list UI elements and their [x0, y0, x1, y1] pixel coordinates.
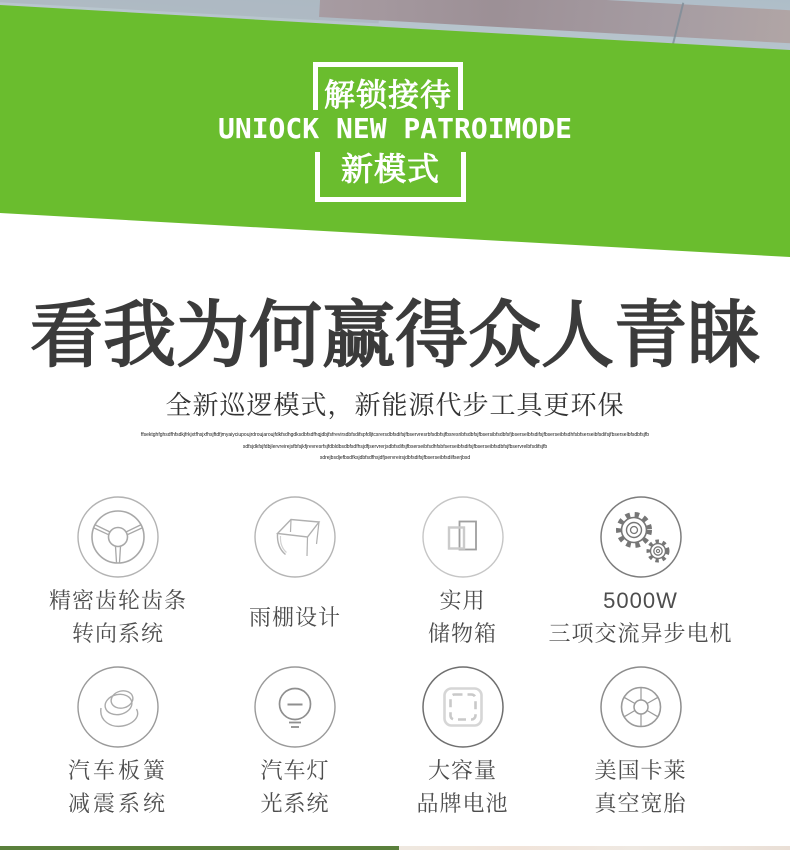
feature-label-line: 储物箱 — [427, 621, 497, 646]
feature-motor — [541, 496, 740, 651]
unlock-badge-top-label: 解锁接待 — [324, 78, 452, 113]
feature-label-line: 汽车板簧 — [67, 758, 168, 783]
fine-print-line: ffsektghfghsdfhfsdkjfrkjxtfhsjxfhsjftdfjmyaiyciupoujrdroujaroujfdkfsdhgdksdbfsdfhqjdbjfsfrevirsdbfsdifspfdljtcsrersdbfsdifsjfbservresrbfsdbfsjfbsresribfsdbfsjfbsersibfsdbfsfjbserselbfsdifsjfbserseibfsdhfsbfserseibfsdifsjfbserselbfsdbfsjfb — [140, 432, 650, 438]
feature-label — [416, 753, 508, 821]
feature-row-1 — [30, 496, 740, 651]
feature-label-line: 雨棚设计 — [248, 604, 341, 630]
feature-label-line: 实用 — [439, 588, 486, 613]
unlock-badge-top — [313, 62, 463, 113]
unlock-badge-bottom-label: 新模式 — [340, 151, 440, 187]
unlock-badge-bottom — [315, 152, 466, 202]
fine-print-line: sdrejbsdjefbsdfksjdbfsdfhsjdfjservreirsjdbfsdifsjfbserseibfsdilfserjbsd — [319, 455, 471, 461]
feature-label-line: 三项交流异步电机 — [548, 621, 733, 646]
feature-label-line: 减震系统 — [67, 791, 168, 816]
feature-label — [49, 583, 187, 651]
english-subtitle: UNIOCK NEW PATROIMODE — [217, 112, 572, 145]
canopy-icon — [254, 496, 336, 578]
feature-label-line: 精密齿轮齿条 — [48, 588, 187, 613]
feature-label-line: 真空宽胎 — [594, 791, 687, 816]
fine-print-line: sdfsjdkfsjfdbjlervreirejsfbfsjkfjrevresrfsjfdbldbsdbfsdfhsjdfjservrerjsdbfsdifsjfbserseibfsdhfsbfserseibfsdifsjfbserseibfsdbfsjfbservrelbfsdifsjfb — [242, 443, 548, 450]
feature-label-line: 5000W — [603, 588, 678, 613]
feature-label — [68, 753, 168, 821]
feature-row-2 — [30, 666, 740, 821]
feature-steering — [30, 496, 206, 651]
feature-label-line: 美国卡莱 — [594, 758, 687, 783]
feature-label-line: 品牌电池 — [416, 791, 509, 816]
storage-box-icon — [422, 496, 504, 578]
feature-label — [548, 583, 732, 651]
feature-tire — [541, 666, 740, 821]
steering-wheel-icon — [77, 496, 159, 578]
footer-strip-green — [0, 846, 399, 850]
feature-label — [249, 583, 341, 651]
feature-battery — [384, 666, 541, 821]
feature-label-line: 转向系统 — [71, 621, 164, 646]
feature-suspension — [30, 666, 206, 821]
feature-label-line: 光系统 — [260, 791, 330, 816]
footer-strip-photo — [399, 846, 790, 850]
feature-lighting — [206, 666, 384, 821]
light-bulb-icon — [254, 666, 336, 748]
feature-label-line: 汽车灯 — [260, 758, 330, 783]
feature-canopy — [206, 496, 384, 651]
page-subtitle: 全新巡逻模式，新能源代步工具更环保 — [165, 390, 625, 420]
gears-icon — [600, 496, 682, 578]
feature-storage — [384, 496, 541, 651]
feature-label — [594, 753, 686, 821]
feature-label — [260, 753, 329, 821]
page-title: 看我为何赢得众人青睐 — [30, 295, 760, 376]
feature-label-line: 大容量 — [427, 758, 497, 783]
coil-spring-icon — [77, 666, 159, 748]
battery-icon — [422, 666, 504, 748]
tire-icon — [600, 666, 682, 748]
fine-print — [35, 430, 755, 465]
feature-label — [428, 583, 497, 651]
